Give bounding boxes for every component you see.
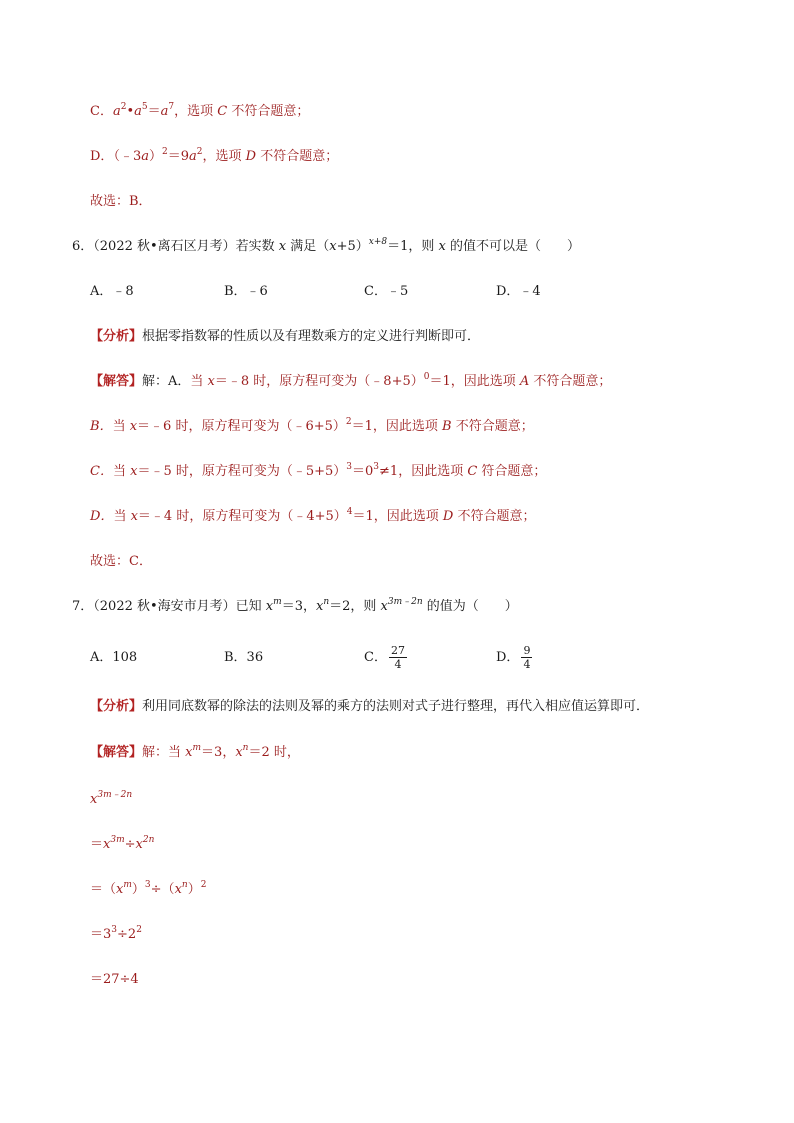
- text: ＝0: [352, 464, 374, 479]
- answer-text: [190, 374, 611, 389]
- q6-option-c: C．﹣5: [364, 284, 409, 299]
- eq: ＝3: [90, 927, 112, 942]
- text: 当: [190, 374, 208, 389]
- text: ）: [131, 882, 145, 897]
- var: x: [130, 464, 138, 479]
- letter: B: [442, 419, 452, 434]
- letter: D: [245, 149, 257, 164]
- denominator: 4: [394, 658, 402, 671]
- denominator: 4: [523, 658, 531, 671]
- q6-answer-d: [90, 507, 535, 527]
- fraction: [521, 644, 532, 671]
- var: x: [380, 599, 388, 614]
- label: D．: [496, 650, 520, 665]
- exp: 3: [111, 925, 118, 935]
- var: a: [141, 149, 149, 164]
- var: a: [189, 149, 197, 164]
- exp: m: [273, 597, 282, 607]
- letter: A: [519, 374, 530, 389]
- text: ＝﹣5 时，原方程可变为（﹣5+5）: [137, 464, 347, 479]
- exp: n: [242, 743, 249, 753]
- answer-tag: 【解答】: [90, 374, 143, 389]
- var: x: [315, 599, 324, 614]
- solution5-option-d: [90, 147, 338, 167]
- text: ＝1，因此选项: [352, 509, 443, 524]
- exp: 2n: [142, 835, 155, 845]
- q6-answer-b: [90, 417, 534, 437]
- exp: 3m﹣2n: [97, 790, 133, 800]
- text: 当: [112, 419, 130, 434]
- exp: 2: [200, 880, 207, 890]
- exp: m: [192, 743, 202, 753]
- label: 解：A．: [142, 374, 191, 389]
- text: ≠1，因此选项: [379, 464, 468, 479]
- text: 当: [112, 464, 131, 479]
- numerator: 27: [390, 644, 405, 657]
- q6-choose: 故选：C．: [90, 554, 152, 569]
- var: x: [103, 837, 111, 852]
- eq: ＝（: [90, 882, 117, 897]
- text: +5）: [336, 239, 369, 254]
- eq: ＝: [147, 104, 161, 119]
- text: ＝﹣4 时，原方程可变为（﹣4+5）: [137, 509, 347, 524]
- analysis-tag: 【分析】: [90, 699, 143, 714]
- q6-answer-c: [90, 462, 546, 482]
- text: ＝2，则: [329, 599, 381, 614]
- exp: 4: [346, 507, 353, 517]
- q7-step-2: [90, 835, 154, 855]
- var: x: [329, 239, 337, 254]
- answer-text: [142, 745, 300, 760]
- div: ÷2: [117, 927, 137, 942]
- var: x: [235, 745, 243, 760]
- text: 满足（: [286, 239, 330, 254]
- text: ＝1，因此选项: [351, 419, 443, 434]
- var: x: [116, 882, 124, 897]
- q6-analysis: [90, 327, 480, 347]
- text: 解：当: [142, 745, 186, 760]
- q7-stem: [72, 597, 518, 617]
- solution5-option-c: [90, 102, 309, 122]
- text: ＝2 时，: [248, 745, 300, 760]
- var: x: [135, 837, 143, 852]
- q6-option-a: A．﹣8: [90, 284, 134, 299]
- solution5-choose: 故选：B．: [90, 194, 152, 209]
- q7-step-4: [90, 925, 142, 945]
- exp: 7: [168, 102, 175, 112]
- label: C．: [364, 650, 387, 665]
- exp: 3: [144, 880, 151, 890]
- text: （﹣3: [113, 149, 142, 164]
- text: 不符合题意；: [453, 509, 536, 524]
- text: 符合题意；: [477, 464, 547, 479]
- exp: 2: [120, 102, 127, 112]
- label: B．: [90, 419, 113, 434]
- var: x: [207, 374, 215, 389]
- text: ＝﹣6 时，原方程可变为（﹣6+5）: [137, 419, 346, 434]
- letter: C: [467, 464, 478, 479]
- label: D．: [90, 149, 114, 164]
- exp: 0: [423, 372, 430, 382]
- var: x: [265, 599, 274, 614]
- text: 不符合题意；: [529, 374, 612, 389]
- q6-option-b: B．﹣6: [224, 284, 268, 299]
- q7-option-a: A．108: [90, 650, 138, 665]
- var: x: [185, 745, 193, 760]
- text: 6．（2022 秋•离石区月考）若实数: [72, 239, 279, 254]
- exp: 3m: [110, 835, 125, 845]
- text: ，选项: [174, 104, 218, 119]
- var: x: [174, 882, 182, 897]
- exp: 2: [345, 417, 352, 427]
- exp: n: [181, 880, 188, 890]
- eq: ＝: [90, 837, 104, 852]
- q7-step-5: ＝27÷4: [90, 972, 139, 987]
- text: 7．（2022 秋•海安市月考）已知: [72, 599, 266, 614]
- text: 不符合题意；: [451, 419, 534, 434]
- numerator: 9: [523, 644, 531, 657]
- div: ÷（: [150, 882, 175, 897]
- text: 的值不可以是（ ）: [445, 239, 581, 254]
- text: 不符合题意；: [256, 149, 339, 164]
- exp: x+8: [368, 237, 388, 247]
- q7-answer-intro: [90, 743, 300, 763]
- q6-option-d: D．﹣4: [496, 284, 541, 299]
- q6-answer-a: [90, 372, 611, 392]
- label: D．: [90, 509, 114, 524]
- q7-option-b: B．36: [224, 650, 264, 665]
- exp: 2: [136, 925, 142, 935]
- q7-option-d: [496, 640, 532, 676]
- text: 的值为（ ）: [422, 599, 518, 614]
- text: ＝1，则: [387, 239, 439, 254]
- analysis-text: 利用同底数幂的除法的法则及幂的乘方的法则对式子进行整理，再代入相应值运算即可．: [142, 699, 650, 714]
- var: x: [130, 509, 138, 524]
- q7-option-c: [364, 640, 407, 676]
- var: a: [160, 104, 169, 119]
- text: ＝1，因此选项: [429, 374, 520, 389]
- analysis-text: 根据零指数幂的性质以及有理数乘方的定义进行判断即可．: [142, 329, 481, 344]
- exp: 3: [346, 462, 353, 472]
- q7-step-3: [90, 880, 206, 900]
- q7-step-1: [90, 790, 132, 810]
- exp: 2: [196, 147, 203, 157]
- label: C．: [90, 464, 113, 479]
- exp: 3: [373, 462, 380, 472]
- div: ÷: [124, 837, 136, 852]
- var: a: [112, 104, 121, 119]
- var: x: [438, 239, 446, 254]
- var: x: [90, 792, 98, 807]
- var: x: [129, 419, 138, 434]
- var: x: [278, 239, 287, 254]
- q7-analysis: [90, 697, 649, 717]
- exp: n: [323, 597, 330, 607]
- dot: •: [126, 104, 135, 119]
- exp: 5: [141, 102, 148, 112]
- text: ＝3，: [201, 745, 236, 760]
- fraction: [389, 644, 407, 671]
- analysis-tag: 【分析】: [90, 329, 143, 344]
- text: ）: [187, 882, 201, 897]
- text: 不符合题意；: [227, 104, 310, 119]
- label: C．: [90, 104, 113, 119]
- exp: 2: [162, 147, 168, 157]
- answer-tag: 【解答】: [90, 745, 143, 760]
- text: ）: [148, 149, 162, 164]
- exp: 3m﹣2n: [387, 597, 423, 607]
- letter: C: [217, 104, 228, 119]
- var: a: [134, 104, 142, 119]
- eq: ＝9: [167, 149, 190, 164]
- text: 当: [113, 509, 131, 524]
- text: ＝3，: [281, 599, 316, 614]
- text: ＝﹣8 时，原方程可变为（﹣8+5）: [214, 374, 424, 389]
- exp: m: [123, 880, 132, 890]
- text: ，选项: [202, 149, 246, 164]
- q6-stem: [72, 237, 580, 257]
- letter: D: [442, 509, 454, 524]
